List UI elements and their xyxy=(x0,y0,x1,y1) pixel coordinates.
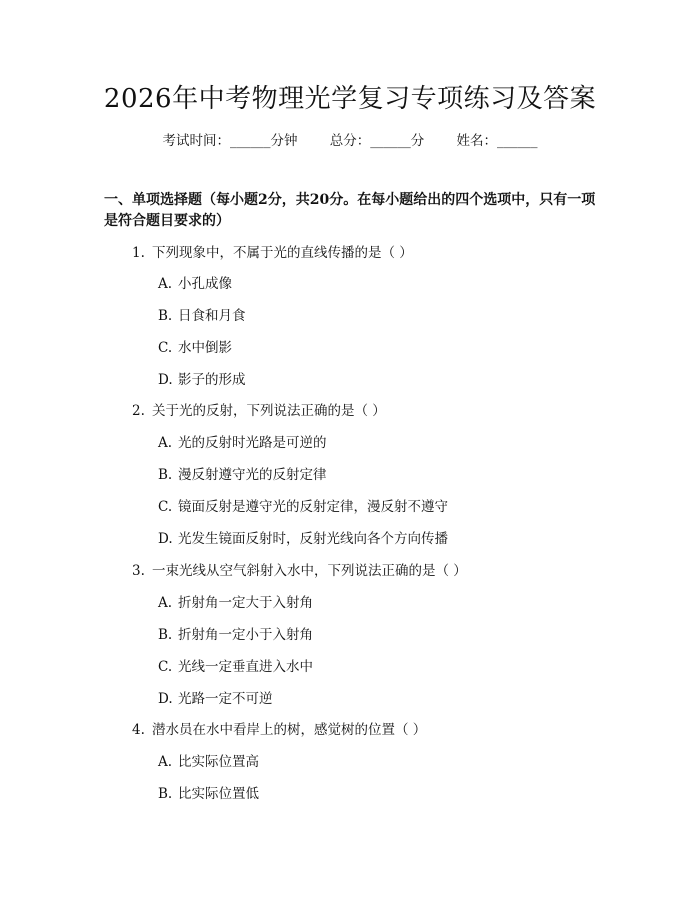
option-item xyxy=(158,306,598,326)
option-item xyxy=(158,465,598,485)
option-letter: A. xyxy=(158,435,173,451)
option-text: 小孔成像 xyxy=(178,276,232,292)
question-number: 3. xyxy=(132,563,145,579)
option-letter: B. xyxy=(158,786,173,802)
question-text: 下列现象中，不属于光的直线传播的是（ ） xyxy=(152,245,413,261)
question-item xyxy=(132,243,602,263)
option-text: 折射角一定大于入射角 xyxy=(178,595,313,611)
question-text: 一束光线从空气斜射入水中，下列说法正确的是（ ） xyxy=(152,563,467,579)
option-item xyxy=(158,338,598,358)
option-letter: C. xyxy=(158,659,173,675)
option-letter: B. xyxy=(158,467,173,483)
option-letter: A. xyxy=(158,276,173,292)
option-text: 影子的形成 xyxy=(178,372,246,388)
option-text: 比实际位置高 xyxy=(178,754,259,770)
question-item xyxy=(132,720,602,740)
option-letter: C. xyxy=(158,340,173,356)
option-text: 漫反射遵守光的反射定律 xyxy=(178,467,327,483)
option-item xyxy=(158,657,598,677)
option-text: 折射角一定小于入射角 xyxy=(178,627,313,643)
page-title: 2026年中考物理光学复习专项练习及答案 xyxy=(103,84,597,114)
option-letter: A. xyxy=(158,595,173,611)
option-letter: D. xyxy=(158,691,173,707)
option-text: 光发生镜面反射时，反射光线向各个方向传播 xyxy=(178,531,448,547)
option-item xyxy=(158,784,598,804)
option-item xyxy=(158,752,598,772)
option-letter: B. xyxy=(158,627,173,643)
question-text: 潜水员在水中看岸上的树，感觉树的位置（ ） xyxy=(152,722,427,738)
option-text: 日食和月食 xyxy=(178,308,246,324)
section-heading: 一、单项选择题（每小题2分，共20分。在每小题给出的四个选项中，只有一项是符合题目要求的） xyxy=(104,192,596,229)
option-text: 光线一定垂直进入水中 xyxy=(178,659,313,675)
option-text: 光路一定不可逆 xyxy=(178,691,273,707)
exam-info-row xyxy=(0,131,700,151)
option-item xyxy=(158,497,598,517)
option-item xyxy=(158,689,598,709)
option-letter: B. xyxy=(158,308,173,324)
question-item xyxy=(132,401,602,421)
option-item xyxy=(158,625,598,645)
question-item xyxy=(132,561,602,581)
option-item xyxy=(158,529,598,549)
option-letter: C. xyxy=(158,499,173,515)
option-item xyxy=(158,274,598,294)
option-text: 光的反射时光路是可逆的 xyxy=(178,435,327,451)
option-item xyxy=(158,433,598,453)
question-number: 4. xyxy=(132,722,145,738)
option-text: 比实际位置低 xyxy=(178,786,259,802)
option-letter: D. xyxy=(158,531,173,547)
student-name-field: 姓名：______ xyxy=(456,133,538,149)
option-text: 水中倒影 xyxy=(178,340,232,356)
question-number: 1. xyxy=(132,245,145,261)
question-number: 2. xyxy=(132,403,145,419)
question-text: 关于光的反射，下列说法正确的是（ ） xyxy=(152,403,386,419)
option-letter: A. xyxy=(158,754,173,770)
exam-time-field: 考试时间：______分钟 xyxy=(162,133,298,149)
option-item xyxy=(158,593,598,613)
total-score-field: 总分：______分 xyxy=(329,133,425,149)
option-item xyxy=(158,370,598,390)
option-text: 镜面反射是遵守光的反射定律，漫反射不遵守 xyxy=(178,499,448,515)
option-letter: D. xyxy=(158,372,173,388)
